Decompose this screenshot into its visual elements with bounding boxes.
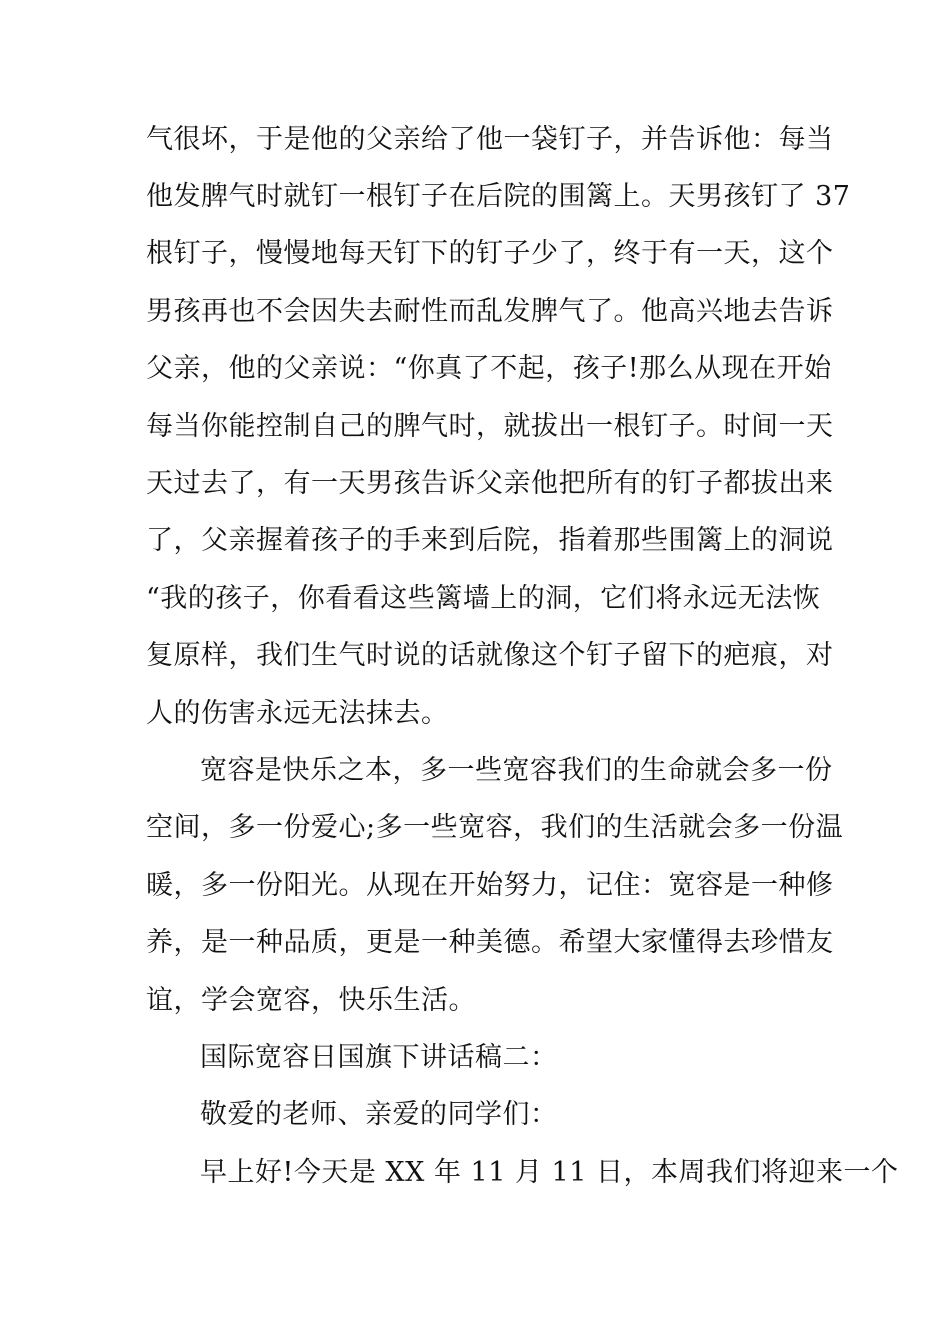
paragraph-1-line-7: 天过去了，有一天男孩告诉父亲他把所有的钉子都拔出来 <box>146 468 834 499</box>
salutation: 敬爱的老师、亲爱的同学们： <box>200 1099 558 1130</box>
paragraph-2-line-2: 空间，多一份爱心;多一些宽容，我们的生活就会多一份温 <box>146 812 844 843</box>
paragraph-1-line-2: 他发脾气时就钉一根钉子在后院的围篱上。天男孩钉了 37 <box>146 181 851 212</box>
paragraph-1-line-5: 父亲，他的父亲说：“你真了不起，孩子!那么从现在开始 <box>146 353 832 384</box>
paragraph-1-line-11: 人的伤害永远无法抹去。 <box>146 698 449 729</box>
paragraph-1-line-4: 男孩再也不会因失去耐性而乱发脾气了。他高兴地去告诉 <box>146 296 834 327</box>
paragraph-2-line-4: 养，是一种品质，更是一种美德。希望大家懂得去珍惜友 <box>146 927 834 958</box>
section-heading: 国际宽容日国旗下讲话稿二： <box>200 1042 558 1073</box>
paragraph-2-line-1: 宽容是快乐之本，多一些宽容我们的生命就会多一份 <box>200 755 833 786</box>
greeting-line: 早上好!今天是 XX 年 11 月 11 日，本周我们将迎来一个 <box>200 1157 899 1188</box>
paragraph-1-line-10: 复原样，我们生气时说的话就像这个钉子留下的疤痕，对 <box>146 640 834 671</box>
paragraph-1-line-6: 每当你能控制自己的脾气时，就拔出一根钉子。时间一天 <box>146 411 834 442</box>
paragraph-2-line-5: 谊，学会宽容，快乐生活。 <box>146 985 476 1016</box>
paragraph-1-line-1: 气很坏，于是他的父亲给了他一袋钉子，并告诉他：每当 <box>146 124 834 155</box>
paragraph-1-line-8: 了，父亲握着孩子的手来到后院，指着那些围篱上的洞说 <box>146 525 834 556</box>
paragraph-2-line-3: 暖，多一份阳光。从现在开始努力，记住：宽容是一种修 <box>146 870 834 901</box>
paragraph-1-line-9: “我的孩子，你看看这些篱墙上的洞，它们将永远无法恢 <box>146 583 821 614</box>
paragraph-1-line-3: 根钉子，慢慢地每天钉下的钉子少了，终于有一天，这个 <box>146 238 834 269</box>
